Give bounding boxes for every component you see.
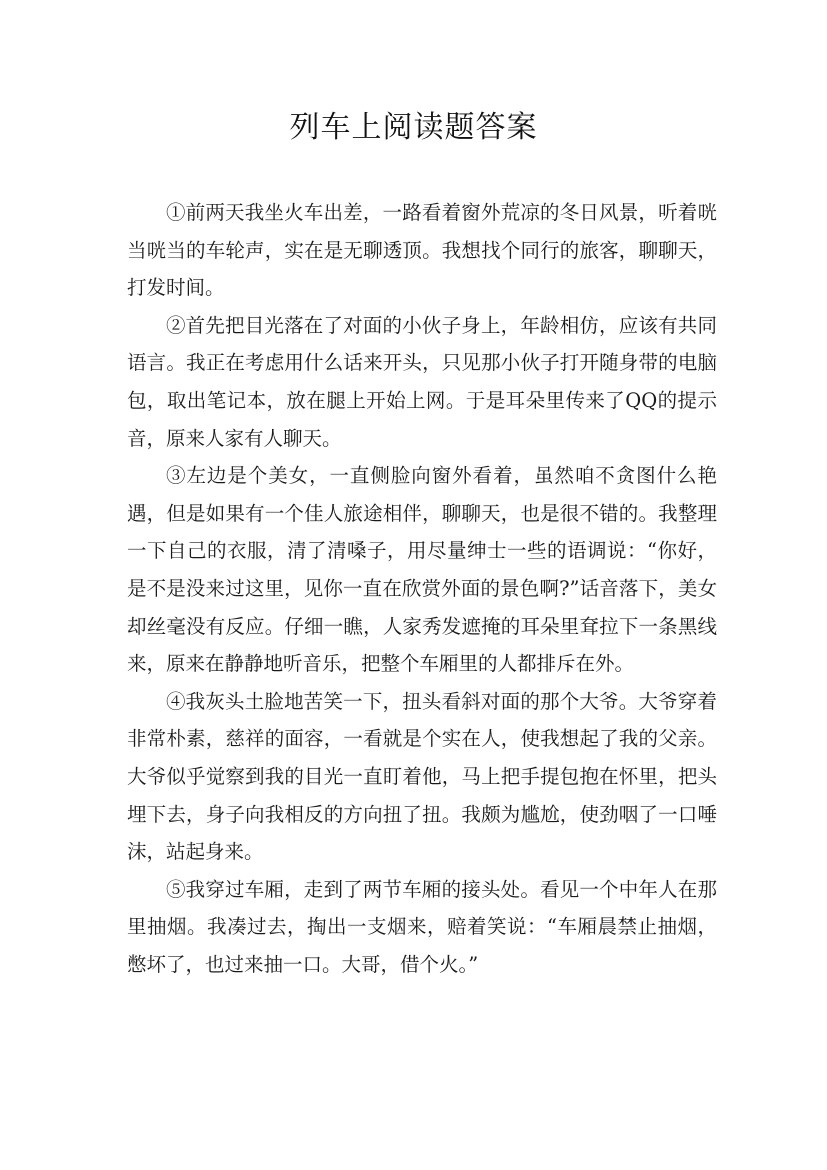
document-title: 列车上阅读题答案 [289,110,538,145]
paragraph-1: ①前两天我坐火车出差，一路看着窗外荒凉的冬日风景，听着咣当咣当的车轮声，实在是无聊透顶。我想找个同行的旅客，聊聊天，打发时间。 [127,201,717,300]
document-body [127,194,717,983]
paragraph-5: ⑤我穿过车厢，走到了两节车厢的接头处。看见一个中年人在那里抽烟。我凑过去，掏出一支烟来，赔着笑说：“车厢晨禁止抽烟，憋坏了，也过来抽一口。大哥，借个火。” [127,877,717,976]
paragraph-2: ②首先把目光落在了对面的小伙子身上，年龄相仿，应该有共同语言。我正在考虑用什么话来开头，只见那小伙子打开随身带的电脑包，取出笔记本，放在腿上开始上网。于是耳朵里传来了QQ的提示音，原来人家有人聊天。 [127,313,717,450]
paragraph-4: ④我灰头土脸地苦笑一下，扭头看斜对面的那个大爷。大爷穿着非常朴素，慈祥的面容，一看就是个实在人，使我想起了我的父亲。大爷似乎觉察到我的目光一直盯着他，马上把手提包抱在怀里，把头埋下去，身子向我相反的方向扭了扭。我颇为尴尬，使劲咽了一口唾沫，站起身来。 [127,689,717,864]
paragraph-3: ③左边是个美女，一直侧脸向窗外看着，虽然咱不贪图什么艳遇，但是如果有一个佳人旅途相伴，聊聊天，也是很不错的。我整理一下自己的衣服，清了清嗓子，用尽量绅士一些的语调说：“你好，是不是没来过这里，见你一直在欣赏外面的景色啊?”话音落下，美女却丝毫没有反应。仔细一瞧，人家秀发遮掩的耳朵里耷拉下一条黑线来，原来在静静地听音乐，把整个车厢里的人都排斥在外。 [127,464,717,676]
